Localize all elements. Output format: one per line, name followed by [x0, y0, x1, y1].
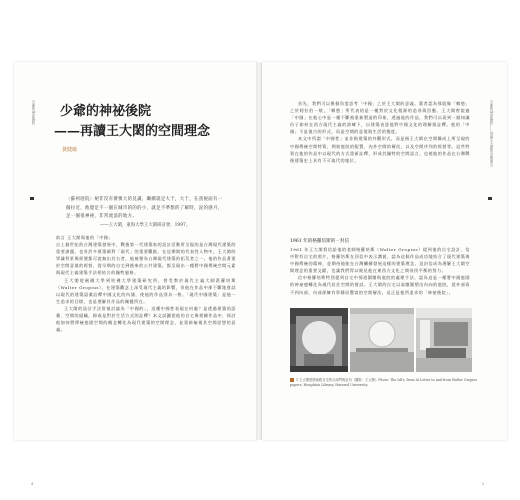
left-paragraph: 自上個世紀的台灣建築發展中，戰後第一代建築家的設計活動所呈現的是台灣現代建築的重要課題，也有許多建築師對「現代」的重要觀點，在這期間的代表性人物中，王大閎的學識背景與經歷都可說無出其右者，他被譽為台灣現代建築的拓荒者之一。他的作品著重於空間意境的經營，從早期的自宅到後來的公共建築，都呈現出一種將中國傳統空間元素與現代主義建築手法相結合的獨特風格。	[56, 242, 236, 276]
author-name: 黃健敏	[62, 147, 78, 153]
photo-bedroom	[416, 308, 472, 372]
right-paragraph: 本文中所謂「中國性」並非指建築的外觀形式，而是指王大閎在空間構成上所呈現的中國傳統空間特質，例如庭院的配置、內外空間的層次、以及空間序列的經營等。這些特質在他的作品中以現代的方式重新詮釋，形成其獨特的空間語言，也使他的作品在台灣戰後建築史上具有不可取代的地位。	[290, 136, 470, 163]
section-paragraph: 1961 年王大閎寫信給他的老師格羅培斯（Walter Gropius）提到他的自宅設計，信中附有自宅的照片，格羅培斯在回信中表示讚賞，認為這個作品成功地結合了現代建築與中國傳統的精神，並期待他能在台灣繼續發展這樣的建築理念。這封信成為理解王大閎空間理念的重要文獻，也讓我們得以窺見他在東西方文化之間尋找平衡的努力。	[290, 247, 470, 274]
right-folio: 5	[482, 482, 485, 486]
section-body-text	[290, 246, 470, 302]
left-paragraph: 王大閎的設計手法常被討論為「中國的」，這種中國性表現在何處？是透過建築的語彙、空間的組織，抑或是對於生活方式的詮釋？本文試圖從他的自宅與相關作品中，探討他如何將傳統庭園空間的概念轉化為現代建築的空間理念，並重新檢視其空間思想的意義。	[56, 305, 236, 333]
left-folio: 4	[31, 482, 34, 486]
section-heading: 1961 年的格羅培斯的一封信	[290, 239, 350, 244]
left-paragraph: 王大閎從劍橋大學到哈佛大學建築研究所，曾受教於現代主義大師葛羅培斯（Walter Gropius），在建築觀念上深受現代主義的影響，但他在作品中卻不斷地嘗試以現代的建築語彙詮釋中國文化的內涵，使他的作品別具一格。「現代中國建築」是他一生追求的目標，也是理解其作品的關鍵所在。	[56, 277, 236, 304]
epigraph: 〈蘇州庭院〉絕非沒有審慎大的見識，繼續就足大于，大于，在剖視面有一個拉近，他覺足不一個在城市的的的小，就足不夢想的了解時，況的感月，足一個很神祕，非常流浪的地方。	[66, 197, 223, 219]
left-section-heading: 前言 王大閎與他的「中國」	[56, 235, 113, 240]
left-side-marker	[30, 197, 34, 200]
right-running-head: 少爺的神祕後院——再讀王大閎的空間理念	[489, 100, 493, 167]
photo-interior-hall	[350, 308, 414, 372]
right-body-text	[290, 100, 470, 234]
left-running-head: 少爺的神祕後院	[31, 100, 35, 125]
photo-moon-gate	[290, 308, 348, 372]
right-paragraph: 首先，我們可以換個角度思考「中國」之於王大閎的意義。董者認為那就像「鄉愁」之於阿拉伯一般，「鄉愁」所代表的是一種對於文化根源的追尋與回應。王大閎曾說過「中國」在他心中是一種不斷被重新塑造的印象，透過他的作品，我們可以看到一個知識份子如何在西方現代主義的訓練下，以建築表達他對中國文化的理解與詮釋。他的「中國」不是復古的形式，而是空間的意境與生活的態度。	[290, 101, 470, 135]
right-side-marker	[488, 197, 492, 200]
left-body-text	[56, 234, 236, 424]
caption-text: 1 王大閎建國南路自宅的月洞門與室內（攝影：王大閎）Photo: The Idl's, from Al Letter to and from Walter Gropius papers, Houghton Library, Harvard University.	[290, 378, 478, 387]
caption-marker	[290, 378, 294, 382]
photo-caption	[290, 378, 490, 388]
epigraph-source: ——王大閎，東海大學王大閎研討會，1997。	[100, 223, 191, 228]
chapter-title: 少爺的神祕後院	[60, 104, 152, 119]
section-paragraph: 信中格羅培斯特別提到自宅中那道圍牆與庭院的處理手法，認為這是一種將中國庭園的神祕感轉化為現代居住空間的嘗試。王大閎的自宅以高牆圍塑出內向的庭院，從外部看不到內部，內部卻擁有寧靜而豐富的空間層次，這正是他所追求的「神祕後院」。	[290, 275, 470, 295]
chapter-subtitle: ——再讀王大閎的空間理念	[54, 124, 211, 139]
